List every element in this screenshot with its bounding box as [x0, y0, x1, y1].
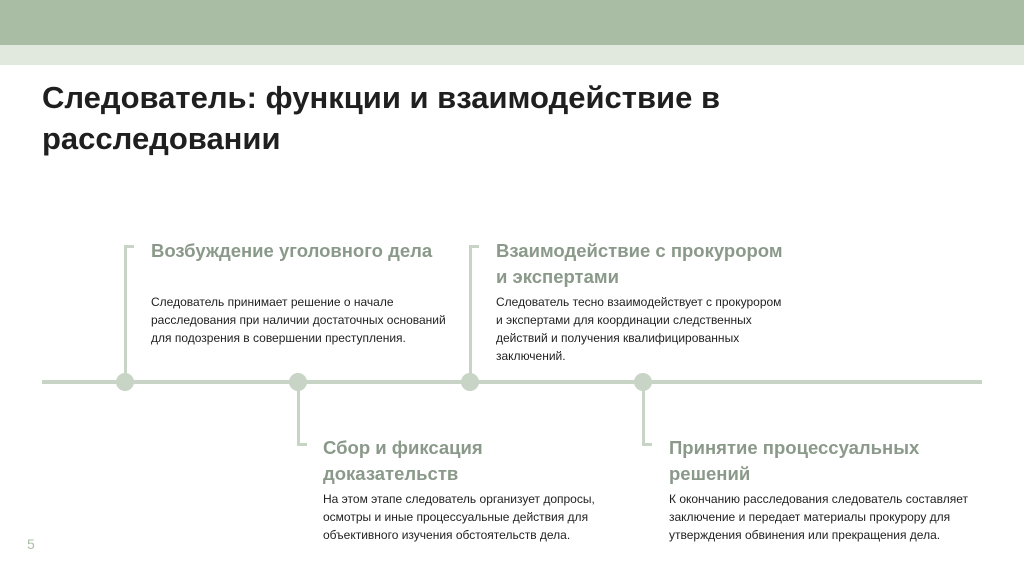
step-3-node	[461, 373, 479, 391]
step-3-heading: Взаимодействие с прокурором и экспертами	[496, 240, 783, 287]
step-3-text: Следователь тесно взаимодействует с прокурором и экспертами для координации следственных действий и получения квалифицированных заключений.	[496, 295, 782, 363]
step-2-text: На этом этапе следователь организует допросы, осмотры и иные процессуальные действия для объективного изучения обстоятельств дела.	[323, 492, 595, 542]
step-3-connector	[469, 245, 479, 382]
step-4-text: К окончанию расследования следователь составляет заключение и передает материалы прокурору для утверждения обвинения или прекращения дела.	[669, 492, 968, 542]
step-2-node	[289, 373, 307, 391]
step-2-connector	[297, 382, 307, 446]
page-number: 5	[27, 536, 35, 552]
step-4-connector	[642, 382, 652, 446]
step-2-heading: Сбор и фиксация доказательств	[323, 437, 483, 484]
slide-title: Следователь: функции и взаимодействие в расследовании	[42, 80, 721, 156]
header-band-light	[0, 45, 1024, 65]
step-1-heading: Возбуждение уголовного дела	[151, 240, 433, 261]
step-1-text: Следователь принимает решение о начале расследования при наличии достаточных оснований для подозрения в совершении преступления.	[151, 295, 446, 345]
step-4-heading: Принятие процессуальных решений	[669, 437, 920, 484]
timeline-line	[42, 380, 982, 384]
step-1-connector	[124, 245, 134, 382]
header-band	[0, 0, 1024, 45]
step-4-node	[634, 373, 652, 391]
step-1-node	[116, 373, 134, 391]
